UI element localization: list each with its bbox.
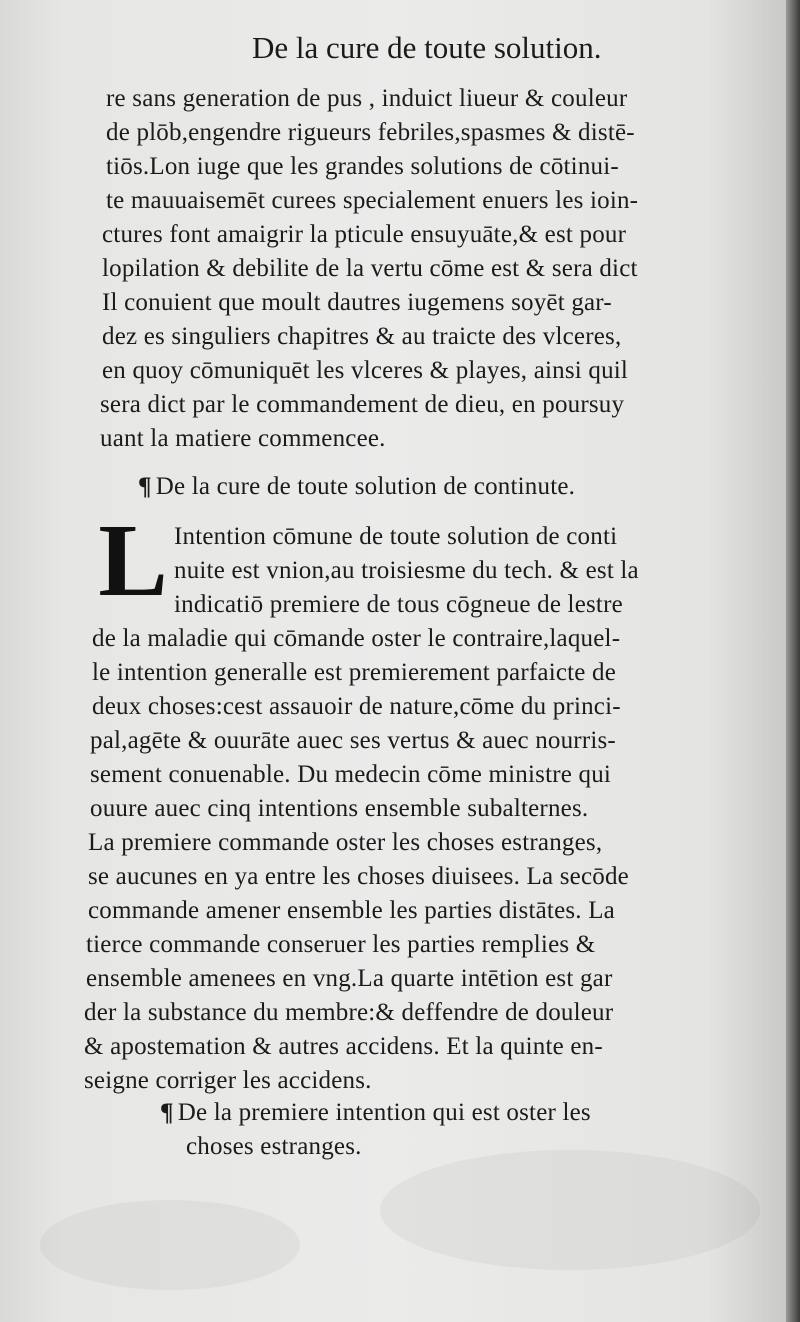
text-line: en quoy cōmuniquēt les vlceres & playes, ainsi quil xyxy=(102,357,629,384)
pilcrow-icon: ¶ xyxy=(160,1099,174,1126)
text-line: sement conuenable. Du medecin cōme ministre qui xyxy=(90,761,612,788)
text-line: tierce commande conseruer les parties remplies & xyxy=(86,931,596,958)
section-heading-text: choses estranges. xyxy=(186,1133,362,1160)
text-line: uant la matiere commencee. xyxy=(100,425,386,452)
text-line: le intention generalle est premierement parfaicte de xyxy=(92,659,617,686)
text-line: ouure auec cinq intentions ensemble subalternes. xyxy=(90,795,589,822)
text-line: der la substance du membre:& deffendre de douleur xyxy=(84,999,614,1026)
text-line: indicatiō premiere de tous cōgneue de lestre xyxy=(174,591,623,618)
section-heading xyxy=(160,1098,591,1128)
running-header: De la cure de toute solution. xyxy=(252,30,602,65)
text-line: de la maladie qui cōmande oster le contraire,laquel- xyxy=(92,625,621,652)
text-line: nuite est vnion,au troisiesme du tech. & est la xyxy=(174,557,639,584)
text-line: & apostemation & autres accidens. Et la quinte en- xyxy=(84,1033,603,1060)
text-line: deux choses:cest assauoir de nature,cōme du princi- xyxy=(92,693,621,720)
section-heading-text: De la cure de toute solution de continute. xyxy=(155,473,576,500)
text-line: lopilation & debilite de la vertu cōme est & sera dict xyxy=(102,255,638,282)
text-line: tiōs.Lon iuge que les grandes solutions de cōtinui- xyxy=(106,153,619,180)
text-line: se aucunes en ya entre les choses diuisees. La secōde xyxy=(88,863,629,890)
text-line: re sans generation de pus , induict liueur & couleur xyxy=(106,85,628,112)
section-heading-text: De la premiere intention qui est oster les xyxy=(177,1099,591,1126)
text-line: pal,agēte & ouurāte auec ses vertus & auec nourris- xyxy=(90,727,616,754)
text-line: ensemble amenees en vng.La quarte intētion est gar xyxy=(86,965,613,992)
text-line: Il conuient que moult dautres iugemens soyēt gar- xyxy=(102,289,612,316)
text-line: sera dict par le commandement de dieu, en poursuy xyxy=(100,391,625,418)
text-line: La premiere commande oster les choses estranges, xyxy=(88,829,603,856)
page-edge-shadow xyxy=(786,0,800,1322)
text-line: ctures font amaigrir la pticule ensuyuāte,& est pour xyxy=(102,221,627,248)
text-line: dez es singuliers chapitres & au traicte des vlceres, xyxy=(102,323,622,350)
drop-cap-letter: L xyxy=(98,503,168,618)
text-line: te mauuaisemēt curees specialement enuers les ioin- xyxy=(106,187,639,214)
text-line: seigne corriger les accidens. xyxy=(84,1067,372,1094)
text-line: Intention cōmune de toute solution de conti xyxy=(174,523,618,550)
text-line: de plōb,engendre rigueurs febriles,spasmes & distē- xyxy=(106,119,635,146)
text-line: commande amener ensemble les parties distātes. La xyxy=(88,897,615,924)
section-heading xyxy=(138,472,575,502)
pilcrow-icon: ¶ xyxy=(138,473,152,500)
